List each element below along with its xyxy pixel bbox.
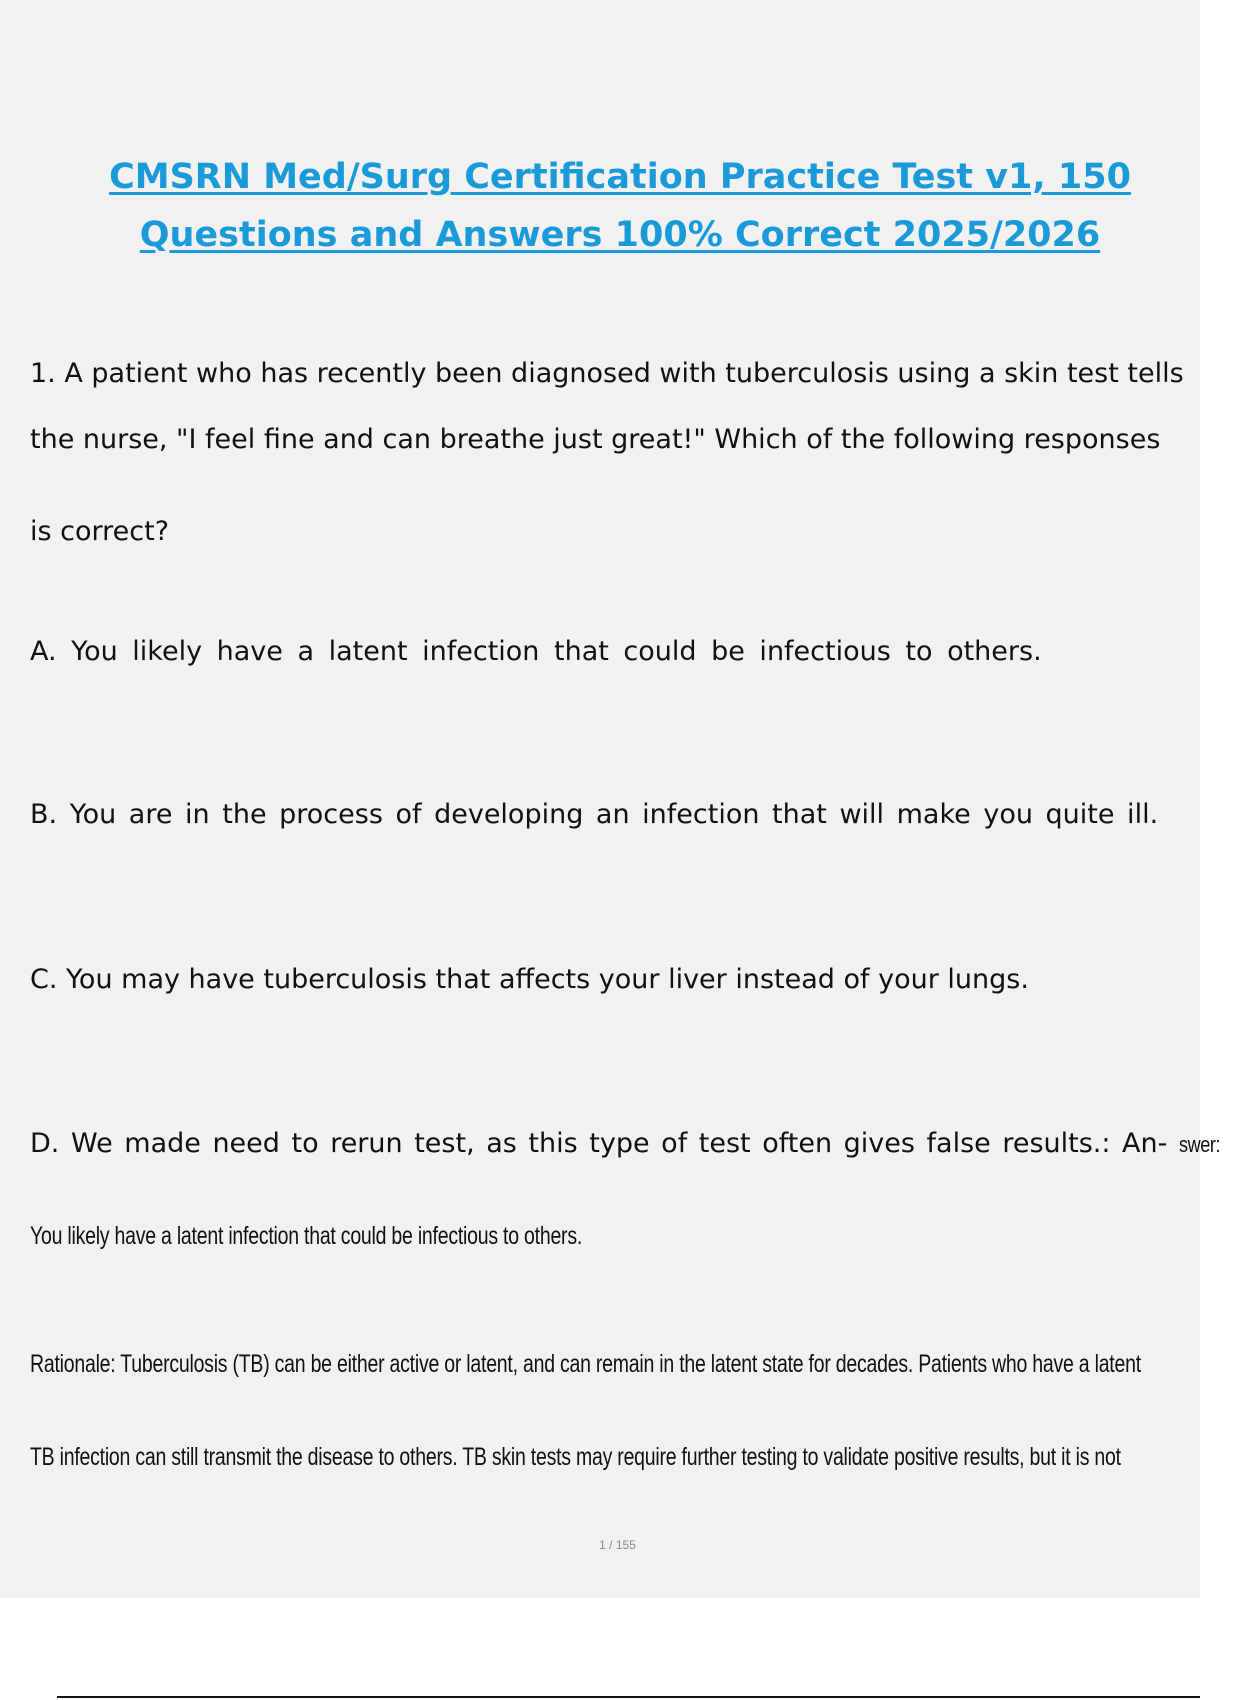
document-title	[60, 148, 1180, 264]
answer-label-tail: swer:	[1178, 1132, 1221, 1157]
option-d-text: D. We made need to rerun test, as this type of test often gives false results.: An-	[30, 1128, 1168, 1159]
bottom-divider	[57, 1696, 1200, 1698]
rationale-line-1: Rationale: Tuberculosis (TB) can be either active or latent, and can remain in the latent state for decades. Patients who have a latent	[30, 1350, 1141, 1378]
page-number: 1 / 155	[599, 1538, 636, 1552]
option-d	[30, 1126, 1221, 1163]
title-line-2: Questions and Answers 100% Correct 2025/2026	[139, 215, 1101, 255]
title-line-1: CMSRN Med/Surg Certification Practice Test v1, 150	[109, 157, 1131, 197]
question-line-1: 1. A patient who has recently been diagnosed with tuberculosis using a skin test tells	[30, 358, 1184, 389]
option-c: C. You may have tuberculosis that affects your liver instead of your lungs.	[30, 964, 1029, 995]
rationale-line-2: TB infection can still transmit the disease to others. TB skin tests may require further testing to validate positive results, but it is not	[30, 1443, 1121, 1471]
answer-text: You likely have a latent infection that could be infectious to others.	[30, 1222, 583, 1250]
question-line-3: is correct?	[30, 516, 170, 547]
option-b: B. You are in the process of developing an infection that will make you quite ill.	[30, 799, 1159, 830]
option-a: A. You likely have a latent infection that could be infectious to others.	[30, 636, 1042, 667]
question-stem	[30, 341, 1200, 565]
question-line-2: the nurse, "I feel fine and can breathe just great!" Which of the following responses	[30, 424, 1161, 455]
